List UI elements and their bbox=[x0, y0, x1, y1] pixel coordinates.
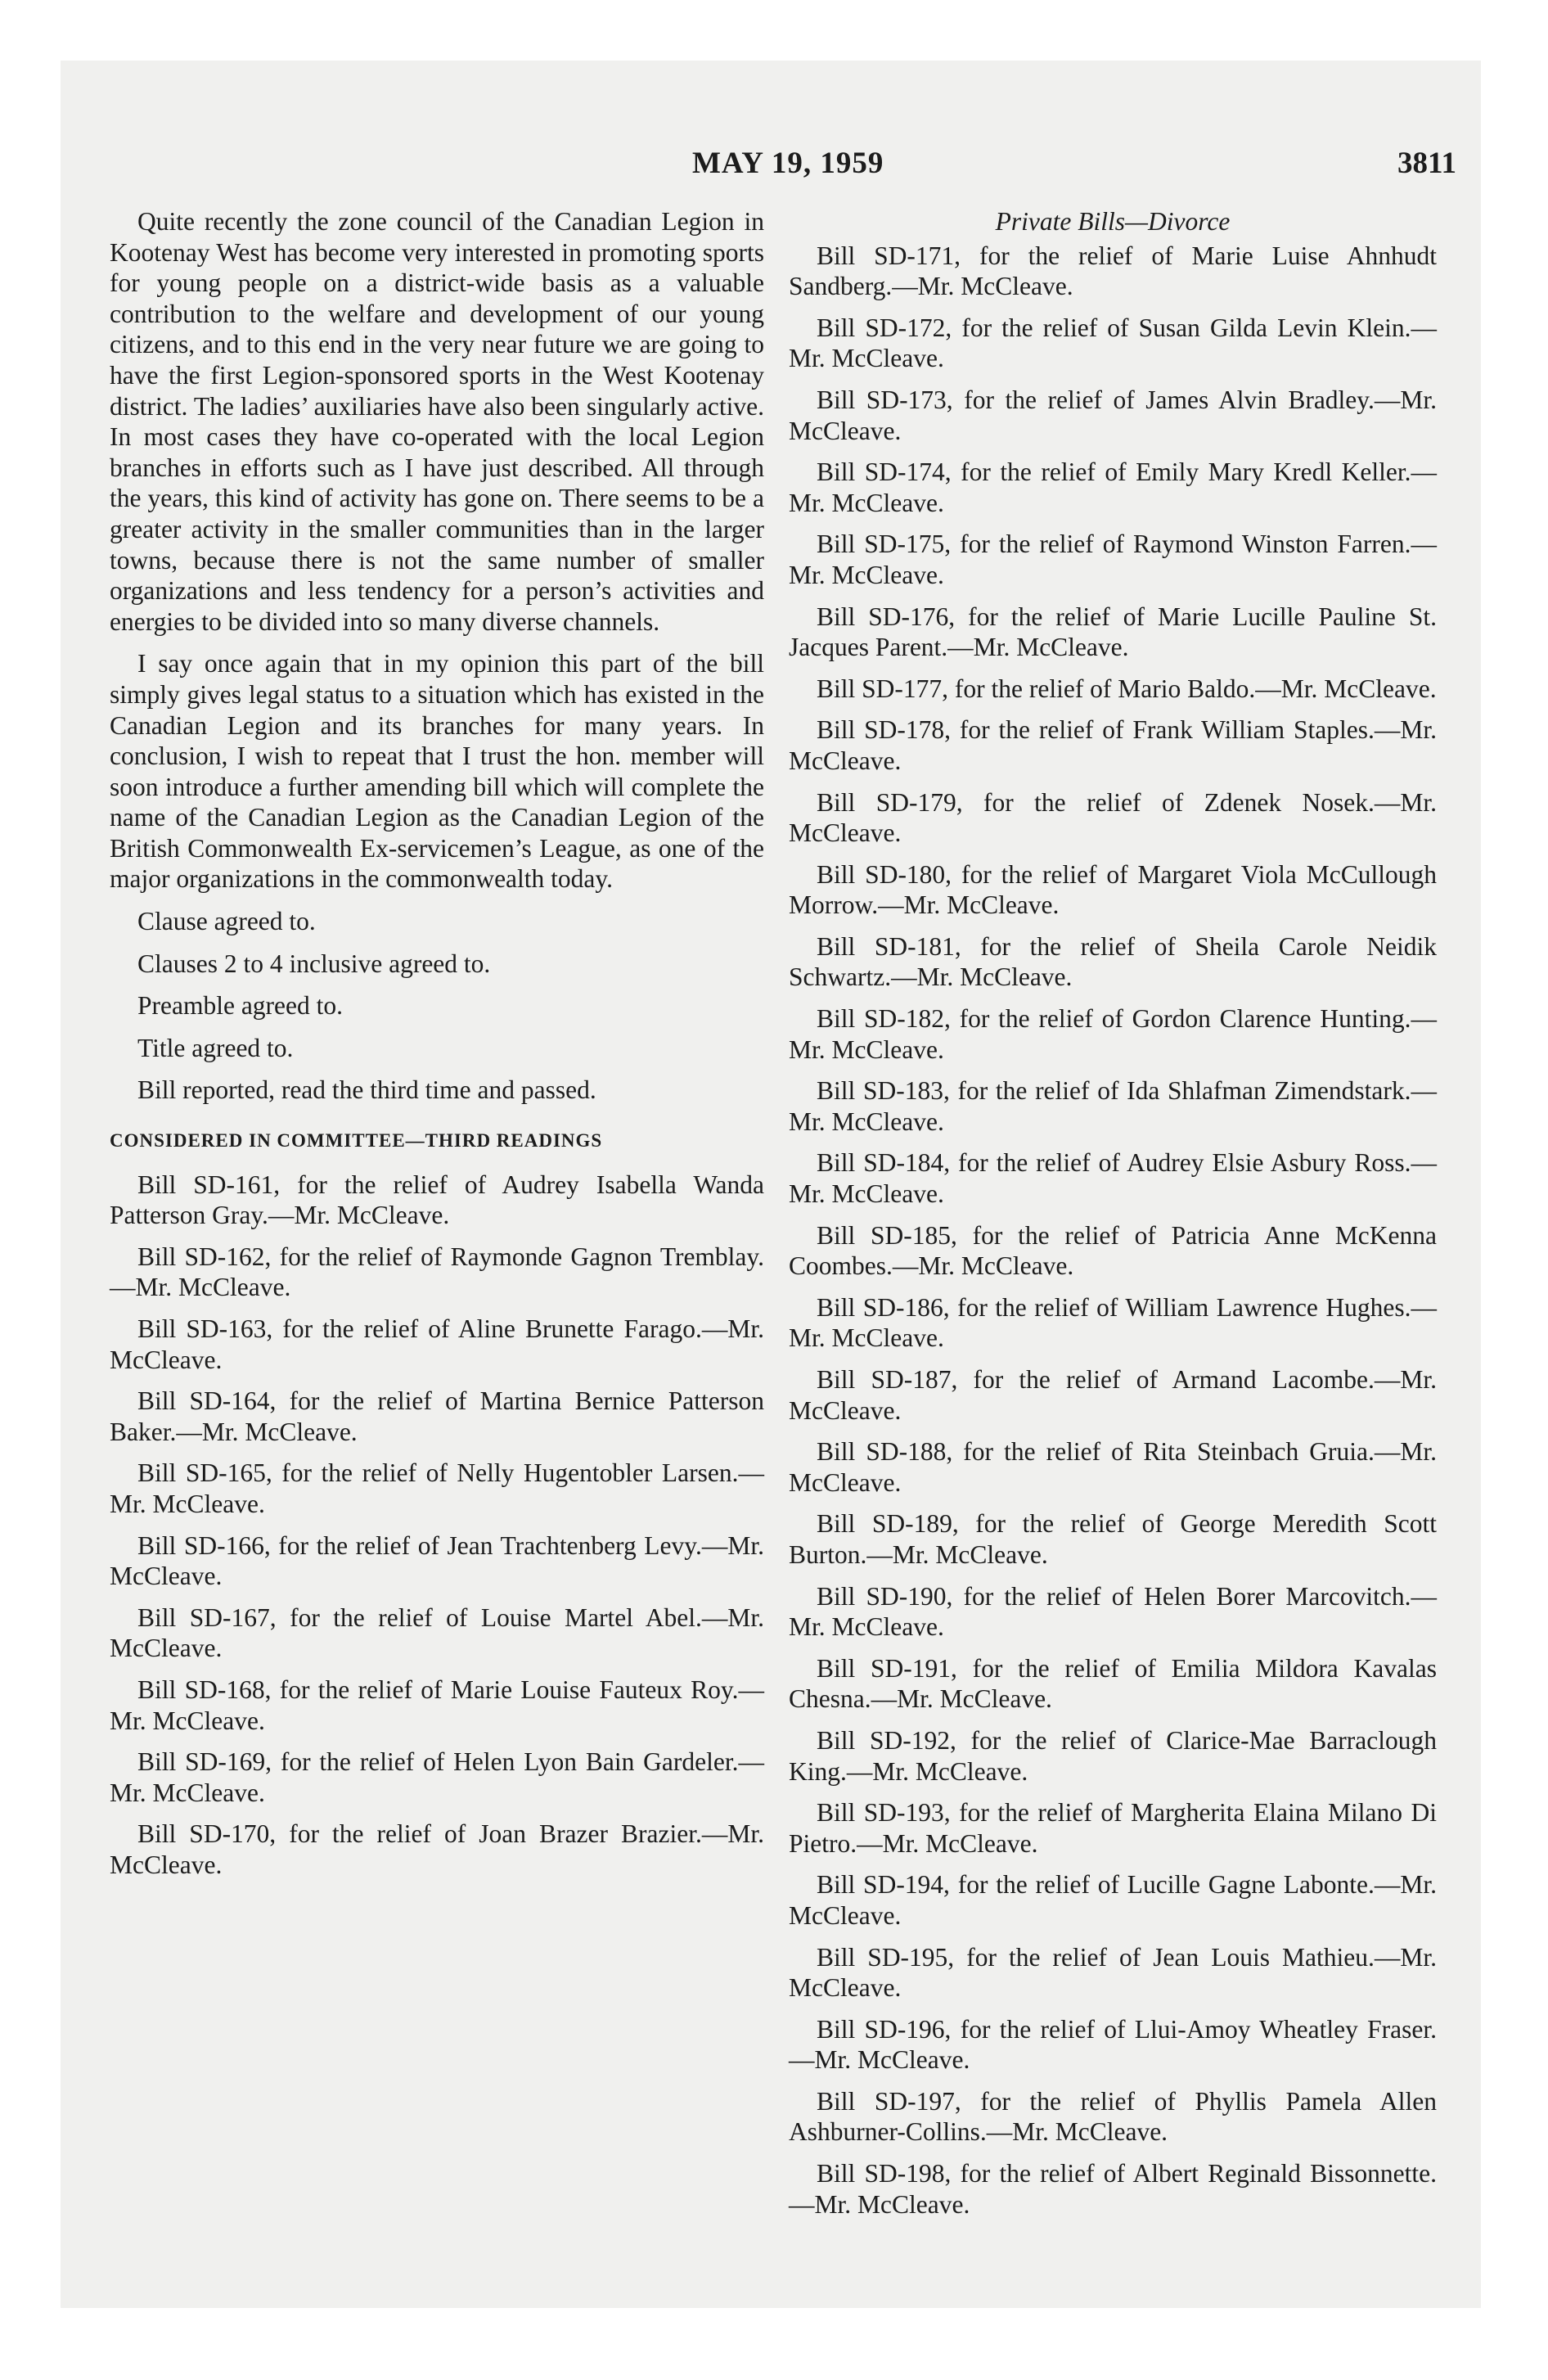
bill-entry: Bill SD-187, for the relief of Armand Lacombe.—Mr. McCleave. bbox=[789, 1365, 1437, 1425]
bill-entry: Bill SD-176, for the relief of Marie Lucille Pauline St. Jacques Parent.—Mr. McCleave. bbox=[789, 602, 1437, 662]
bill-entry: Bill SD-184, for the relief of Audrey Elsie Asbury Ross.—Mr. McCleave. bbox=[789, 1148, 1437, 1209]
bill-entry: Bill SD-166, for the relief of Jean Trachtenberg Levy.—Mr. McCleave. bbox=[110, 1530, 764, 1591]
procedural-line: Clauses 2 to 4 inclusive agreed to. bbox=[137, 949, 491, 978]
right-column bbox=[789, 206, 1437, 2230]
bill-entry: Bill SD-163, for the relief of Aline Brunette Farago.—Mr. McCleave. bbox=[110, 1314, 764, 1374]
bill-entry: Bill SD-168, for the relief of Marie Louise Fauteux Roy.—Mr. McCleave. bbox=[110, 1675, 764, 1735]
bill-entry: Bill SD-172, for the relief of Susan Gilda Levin Klein.—Mr. McCleave. bbox=[789, 313, 1437, 373]
bill-entry: Bill SD-171, for the relief of Marie Luise Ahnhudt Sandberg.—Mr. McCleave. bbox=[789, 241, 1437, 301]
bill-entry: Bill SD-185, for the relief of Patricia Anne McKenna Coombes.—Mr. McCleave. bbox=[789, 1220, 1437, 1281]
bill-entry: Bill SD-189, for the relief of George Meredith Scott Burton.—Mr. McCleave. bbox=[789, 1509, 1437, 1569]
body-paragraph: Quite recently the zone council of the Canadian Legion in Kootenay West has become very interested in promoting sports for young people on a district-wide basis as a valuable contribution to the welfare and development of our young citizens, and to this end in the very near future we are going to have the first Legion-sponsored sports in the West Kootenay district. The ladies’ auxiliaries have also been singularly active. In most cases they have co-operated with the local Legion branches in efforts such as I have just described. All through the years, this kind of activity has gone on. There seems to be a greater activity in the smaller communities than in the larger towns, because there is not the same number of smaller organizations and less tendency for a person’s activities and energies to be divided into so many diverse channels. bbox=[110, 207, 764, 636]
bill-entry: Bill SD-192, for the relief of Clarice-Mae Barraclough King.—Mr. McCleave. bbox=[789, 1725, 1437, 1786]
bill-entry: Bill SD-194, for the relief of Lucille Gagne Labonte.—Mr. McCleave. bbox=[789, 1870, 1437, 1930]
bill-entry: Bill SD-178, for the relief of Frank William Staples.—Mr. McCleave. bbox=[789, 715, 1437, 775]
bill-entry: Bill SD-193, for the relief of Margherita Elaina Milano Di Pietro.—Mr. McCleave. bbox=[789, 1798, 1437, 1858]
bill-entry: Bill SD-191, for the relief of Emilia Mildora Kavalas Chesna.—Mr. McCleave. bbox=[789, 1653, 1437, 1714]
section-heading: CONSIDERED IN COMMITTEE—THIRD READINGS bbox=[110, 1130, 603, 1152]
bill-entry: Bill SD-174, for the relief of Emily Mary Kredl Keller.—Mr. McCleave. bbox=[789, 458, 1437, 517]
bill-entry: Bill SD-181, for the relief of Sheila Carole Neidik Schwartz.—Mr. McCleave. bbox=[789, 931, 1437, 992]
page-number: 3811 bbox=[1397, 146, 1456, 180]
bill-entry: Bill SD-179, for the relief of Zdenek Nosek.—Mr. McCleave. bbox=[789, 787, 1437, 848]
procedural-line: Bill reported, read the third time and passed. bbox=[137, 1075, 596, 1105]
procedural-line: Title agreed to. bbox=[137, 1033, 294, 1062]
page-header bbox=[0, 146, 1548, 187]
bill-entry: Bill SD-167, for the relief of Louise Martel Abel.—Mr. McCleave. bbox=[110, 1602, 764, 1663]
body-paragraph: I say once again that in my opinion this part of the bill simply gives legal status to a situation which has existed in the Canadian Legion and its branches for many years. In conclusion, I wish to repeat that I trust the hon. member will soon introduce a further amending bill which will complete the name of the Canadian Legion as the Canadian Legion of the British Commonwealth Ex-servicemen’s League, as one of the major organizations in the commonwealth today. bbox=[110, 649, 764, 894]
bill-entry: Bill SD-164, for the relief of Martina Bernice Patterson Baker.—Mr. McCleave. bbox=[110, 1386, 764, 1446]
procedural-line: Preamble agreed to. bbox=[137, 991, 344, 1021]
header-date: MAY 19, 1959 bbox=[692, 146, 884, 180]
bill-entry: Bill SD-162, for the relief of Raymonde Gagnon Tremblay.—Mr. McCleave. bbox=[110, 1242, 764, 1302]
bill-entry: Bill SD-186, for the relief of William Lawrence Hughes.—Mr. McCleave. bbox=[789, 1292, 1437, 1353]
bill-entry: Bill SD-195, for the relief of Jean Louis Mathieu.—Mr. McCleave. bbox=[789, 1942, 1437, 2003]
bill-entry: Bill SD-188, for the relief of Rita Steinbach Gruia.—Mr. McCleave. bbox=[789, 1437, 1437, 1497]
bill-entry: Bill SD-196, for the relief of Llui-Amoy Wheatley Fraser.—Mr. McCleave. bbox=[789, 2014, 1437, 2075]
left-column bbox=[110, 206, 764, 1891]
bill-entry: Bill SD-175, for the relief of Raymond Winston Farren.—Mr. McCleave. bbox=[789, 530, 1437, 589]
section-heading-italic: Private Bills—Divorce bbox=[995, 207, 1231, 236]
bill-entry: Bill SD-169, for the relief of Helen Lyon Bain Gardeler.—Mr. McCleave. bbox=[110, 1747, 764, 1807]
bill-entry: Bill SD-198, for the relief of Albert Reginald Bissonnette.—Mr. McCleave. bbox=[789, 2159, 1437, 2219]
bill-entry: Bill SD-180, for the relief of Margaret Viola McCullough Morrow.—Mr. McCleave. bbox=[789, 859, 1437, 920]
procedural-line: Clause agreed to. bbox=[137, 907, 316, 936]
bill-entry: Bill SD-190, for the relief of Helen Borer Marcovitch.—Mr. McCleave. bbox=[789, 1581, 1437, 1642]
bill-entry: Bill SD-173, for the relief of James Alvin Bradley.—Mr. McCleave. bbox=[789, 385, 1437, 445]
bill-entry: Bill SD-197, for the relief of Phyllis Pamela Allen Ashburner-Collins.—Mr. McCleave. bbox=[789, 2086, 1437, 2147]
bill-entry: Bill SD-170, for the relief of Joan Brazer Brazier.—Mr. McCleave. bbox=[110, 1819, 764, 1879]
bill-entry: Bill SD-182, for the relief of Gordon Clarence Hunting.—Mr. McCleave. bbox=[789, 1004, 1437, 1064]
bill-entry: Bill SD-161, for the relief of Audrey Isabella Wanda Patterson Gray.—Mr. McCleave. bbox=[110, 1170, 764, 1230]
bill-entry: Bill SD-177, for the relief of Mario Baldo.—Mr. McCleave. bbox=[817, 674, 1437, 703]
bill-entry: Bill SD-165, for the relief of Nelly Hugentobler Larsen.—Mr. McCleave. bbox=[110, 1458, 764, 1518]
bill-entry: Bill SD-183, for the relief of Ida Shlafman Zimendstark.—Mr. McCleave. bbox=[789, 1076, 1437, 1136]
